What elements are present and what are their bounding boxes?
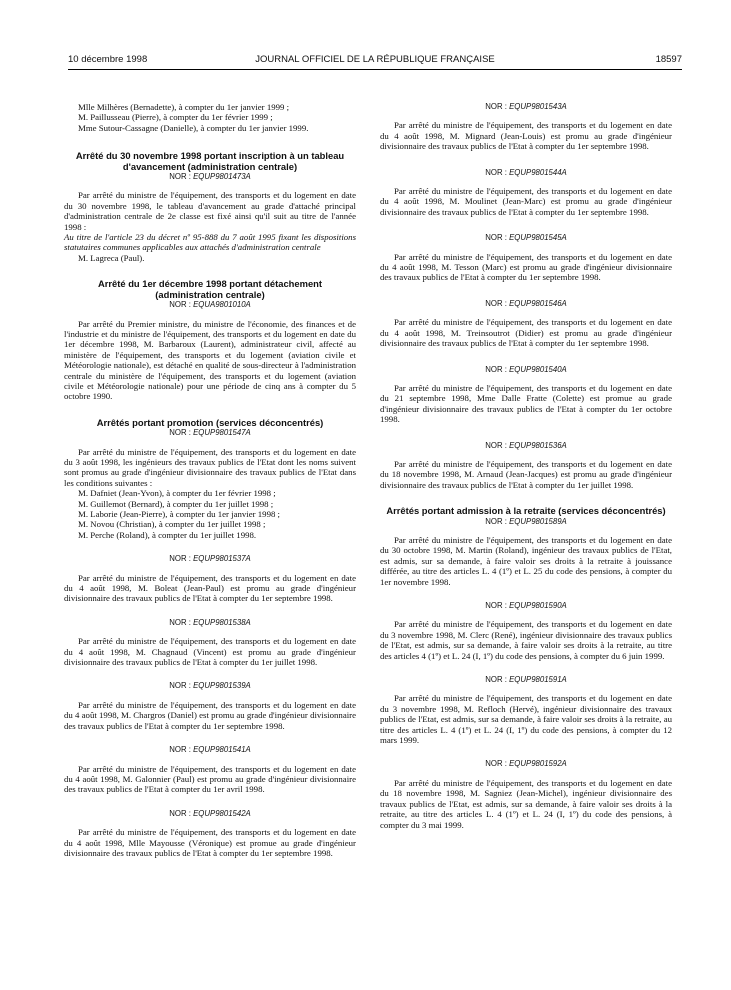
nor-reference — [64, 809, 356, 819]
nor-code: EQUP9801541A — [193, 745, 251, 755]
left-column — [64, 102, 356, 858]
decree-paragraph: Par arrêté du ministre de l'équipement, des transports et du logement en date du 4 août 1998, M. Treinsoutrot (Didier) est promu au grade d'ingénieur divisionnaire des travaux publics de l'Etat à compter du 1er septembre 1998. — [380, 317, 672, 349]
decree-paragraph: Par arrêté du Premier ministre, du ministre de l'économie, des finances et de l'industrie et du ministre de l'équipement, des transports et du logement en date du 1er décembre 1998, M. Barbaroux (Laurent), administrateur civil, affecté au ministère de l'équipement, des transports et du logement (aviation civile et Météorologie nationale), est détaché en qualité de sous-directeur à l'administration centrale du ministère de l'équipement, des transports et du logement (aviation civile et Météorologie nationale) pour une période de cinq ans à compter du 5 octobre 1990. — [64, 318, 356, 402]
nor-code: EQUP9801538A — [193, 617, 251, 627]
decree-paragraph: Par arrêté du ministre de l'équipement, des transports et du logement en date du 4 août 1998, M. Moulinet (Jean-Marc) est promu au grade d'ingénieur divisionnaire des travaux publics de l'Etat à compter du 1er septembre 1998. — [380, 186, 672, 217]
nor-label: NOR : — [485, 440, 507, 450]
decree-paragraph: Par arrêté du ministre de l'équipement, des transports et du logement en date du 4 août 1998, M. Mignard (Jean-Louis) est promu au grade d'ingénieur divisionnaire des travaux publics de l'Etat à compter du 1er septembre 1998. — [380, 120, 672, 152]
nor-code: EQUA9801010A — [193, 300, 251, 310]
nor-code: EQUP9801547A — [193, 428, 251, 438]
decree-italic-note: Au titre de l'article 23 du décret nº 95-888 du 7 août 1995 fixant les dispositions statutaires communes applicables aux attachés d'administration centrale — [64, 232, 356, 253]
section-title: Arrêtés portant admission à la retraite (services déconcentrés) — [386, 505, 666, 517]
decree-paragraph: Par arrêté du ministre de l'équipement, des transports et du logement en date du 30 novembre 1998, le tableau d'avancement au grade d'attaché principal d'administration centrale de 2e classe est fixé ainsi qu'il suit au titre de l'année 1998 : — [64, 190, 356, 232]
nor-code: EQUP9801544A — [509, 167, 567, 177]
header-rule — [68, 69, 682, 70]
section-title: Arrêté du 30 novembre 1998 portant inscription à un tableau d'avancement (administration centrale) — [75, 150, 345, 172]
nor-reference — [380, 517, 672, 527]
decree-paragraph: Par arrêté du ministre de l'équipement, des transports et du logement en date du 18 novembre 1998, M. Arnaud (Jean-Jacques) est promu au grade d'ingénieur divisionnaire des travaux publics de l'Etat à compter du 1er juillet 1998. — [380, 458, 672, 490]
nor-code: EQUP9801591A — [509, 675, 567, 685]
nor-label: NOR : — [169, 554, 191, 564]
nor-label: NOR : — [485, 759, 507, 769]
header-page-number: 18597 — [655, 54, 682, 65]
nor-reference — [380, 601, 672, 611]
name-line: M. Lagreca (Paul). — [78, 252, 145, 263]
nor-code: EQUP9801537A — [193, 554, 251, 564]
decree-paragraph: Par arrêté du ministre de l'équipement, des transports et du logement en date du 30 octobre 1998, M. Martin (Roland), ingénieur des travaux publics de l'Etat, est admis, sur sa demande, à faire valoir ses droits à la retraite à jouissance différée, au titre des articles L. 4 (1º) et L. 25 du code des pensions, à compter du 1er novembre 1998. — [380, 534, 672, 587]
nor-label: NOR : — [485, 364, 507, 374]
nor-reference — [64, 745, 356, 755]
nor-label: NOR : — [169, 681, 191, 691]
nor-reference — [380, 102, 672, 112]
nor-label: NOR : — [485, 298, 507, 308]
nor-label: NOR : — [169, 808, 191, 818]
decree-paragraph: Par arrêté du ministre de l'équipement, des transports et du logement en date du 4 août 1998, M. Boleat (Jean-Paul) est promu au grade d'ingénieur divisionnaire des travaux publics de l'Etat à compter du 1er septembre 1998. — [64, 572, 356, 604]
nor-reference — [64, 681, 356, 691]
nor-reference — [64, 428, 356, 438]
nor-label: NOR : — [485, 601, 507, 610]
section-title: Arrêté du 1er décembre 1998 portant détachement (administration centrale) — [97, 278, 323, 300]
nor-label: NOR : — [169, 172, 191, 182]
nor-reference — [380, 759, 672, 769]
decree-paragraph: Par arrêté du ministre de l'équipement, des transports et du logement en date du 4 août 1998, Mlle Mayousse (Véronique) est promue au grade d'ingénieur divisionnaire des travaux publics de l'Etat à compter du 1er septembre 1998. — [64, 827, 356, 858]
nor-label: NOR : — [169, 617, 191, 627]
nor-label: NOR : — [485, 167, 507, 177]
nor-reference — [64, 618, 356, 628]
nor-code: EQUP9801473A — [193, 172, 251, 182]
nor-reference — [380, 675, 672, 685]
nor-code: EQUP9801536A — [509, 440, 567, 450]
decree-paragraph: Par arrêté du ministre de l'équipement, des transports et du logement en date du 4 août 1998, M. Chagnaud (Vincent) est promu au grade d'ingénieur divisionnaire des travaux publics de l'Etat à compter du 1er juillet 1998. — [64, 636, 356, 668]
decree-paragraph: Par arrêté du ministre de l'équipement, des transports et du logement en date du 21 septembre 1998, Mme Dalle Fratte (Colette) est promue au grade d'ingénieur divisionnaire des travaux publics de l'Etat à compter du 1er octobre 1998. — [380, 382, 672, 425]
nor-reference — [64, 554, 356, 564]
decree-paragraph: Par arrêté du ministre de l'équipement, des transports et du logement en date du 4 août 1998, M. Galonnier (Paul) est promu au grade d'ingénieur divisionnaire des travaux publics de l'Etat à compter du 1er avril 1998. — [64, 763, 356, 795]
list-item: M. Novou (Christian), à compter du 1er juillet 1998 ; — [78, 519, 266, 530]
nor-code: EQUP9801540A — [509, 364, 567, 374]
nor-code: EQUP9801589A — [509, 516, 567, 526]
nor-label: NOR : — [169, 300, 191, 310]
nor-reference — [380, 168, 672, 178]
right-column — [380, 102, 672, 830]
nor-label: NOR : — [485, 516, 507, 526]
decree-paragraph: Par arrêté du ministre de l'équipement, des transports et du logement en date du 3 novembre 1998, M. Refloch (Hervé), ingénieur divisionnaire des travaux publics de l'Etat, est admis, sur sa demande, à faire valoir ses droits à la retraite, au titre des articles L. 4 (1º) et L. 24 (I, 1º) du code des pensions, à compter du 12 mars 1999. — [380, 693, 672, 746]
decree-paragraph: Par arrêté du ministre de l'équipement, des transports et du logement en date du 3 août 1998, les ingénieurs des travaux publics de l'Etat dont les noms suivent sont promus au grade d'ingénieur divisionnaire des travaux publics de l'Etat dans les conditions suivantes : — [64, 446, 356, 488]
nor-code: EQUP9801546A — [509, 298, 567, 308]
nor-code: EQUP9801592A — [509, 759, 567, 769]
nor-code: EQUP9801542A — [193, 808, 251, 818]
nor-reference — [64, 172, 356, 182]
list-item: M. Dafniet (Jean-Yvon), à compter du 1er février 1998 ; — [78, 488, 276, 499]
name-line: Mme Sutour-Cassagne (Danielle), à compter du 1er janvier 1999. — [78, 122, 309, 133]
decree-paragraph: Par arrêté du ministre de l'équipement, des transports et du logement en date du 3 novembre 1998, M. Clerc (René), ingénieur divisionnaire des travaux publics de l'Etat, est admis, sur sa demande, à faire valoir ses droits à la retraite, au titre des articles 4 (1º) et L. 24 (I, 1º) du code des pensions, à compter du 6 juin 1999. — [380, 619, 672, 661]
name-line: Mlle Milhères (Bernadette), à compter du 1er janvier 1999 ; — [78, 102, 290, 112]
nor-reference — [64, 300, 356, 310]
name-line: M. Paillusseau (Pierre), à compter du 1er février 1999 ; — [78, 112, 273, 123]
list-item: M. Guillemot (Bernard), à compter du 1er juillet 1998 ; — [78, 498, 274, 509]
nor-label: NOR : — [485, 233, 507, 243]
nor-label: NOR : — [485, 102, 507, 111]
nor-label: NOR : — [169, 428, 191, 438]
nor-reference — [380, 441, 672, 451]
list-item: M. Laborie (Jean-Pierre), à compter du 1er janvier 1998 ; — [78, 509, 281, 519]
nor-label: NOR : — [485, 675, 507, 685]
decree-paragraph: Par arrêté du ministre de l'équipement, des transports et du logement en date du 4 août 1998, M. Tesson (Marc) est promu au grade d'ingénieur divisionnaire des travaux publics de l'Etat à compter du 1er septembre 1998. — [380, 251, 672, 283]
decree-paragraph: Par arrêté du ministre de l'équipement, des transports et du logement en date du 18 novembre 1998, M. Sagniez (Jean-Michel), ingénieur divisionnaire des travaux publics de l'Etat, est admis, sur sa demande, à faire valoir ses droits à la retraite, au titre des articles L. 4 (1º) et L. 24 (I, 1º) du code des pensions, à compter du 3 mai 1999. — [380, 777, 672, 830]
nor-code: EQUP9801590A — [509, 601, 567, 610]
list-item: M. Perche (Roland), à compter du 1er juillet 1998. — [78, 529, 257, 540]
nor-reference — [380, 233, 672, 243]
nor-code: EQUP9801545A — [509, 233, 567, 243]
nor-reference — [380, 365, 672, 375]
header-date: 10 décembre 1998 — [68, 54, 148, 65]
nor-reference — [380, 299, 672, 309]
section-title: Arrêtés portant promotion (services déconcentrés) — [96, 416, 324, 428]
decree-paragraph: Par arrêté du ministre de l'équipement, des transports et du logement en date du 4 août 1998, M. Chargros (Daniel) est promu au grade d'ingénieur divisionnaire des travaux publics de l'Etat à compter du 1er septembre 1998. — [64, 699, 356, 731]
nor-label: NOR : — [169, 745, 191, 755]
nor-code: EQUP9801543A — [509, 102, 567, 111]
header-journal-title: JOURNAL OFFICIEL DE LA RÉPUBLIQUE FRANÇAISE — [255, 54, 495, 65]
nor-code: EQUP9801539A — [193, 681, 251, 691]
page-header — [68, 54, 682, 68]
